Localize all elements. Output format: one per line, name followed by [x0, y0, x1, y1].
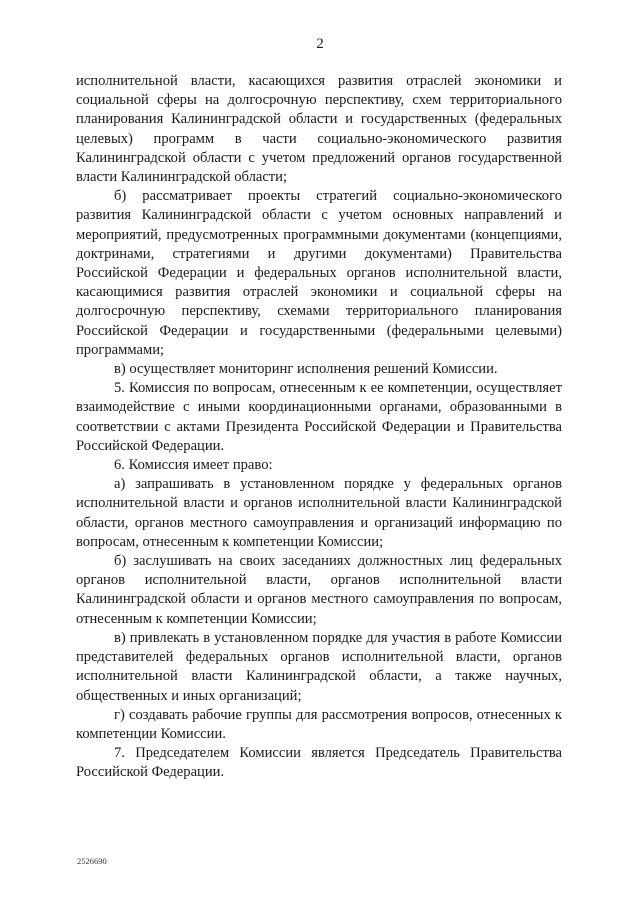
document-body: [76, 72, 562, 783]
paragraph: б) заслушивать на своих заседаниях должностных лиц федеральных органов исполнительной власти, органов исполнительной власти Калининградской области и органов местного самоуправления по вопросам, отнесенным к компетенции Комиссии;: [76, 553, 562, 627]
page-number: 2: [316, 36, 324, 52]
paragraph: б) рассматривает проекты стратегий социально-экономического развития Калининградской области с учетом основных направлений и мероприятий, предусмотренных программными документами (концепциями, доктринами, стратегиями и другими документами) Правительства Российской Федерации и федеральных органов исполнительной власти, касающимися развития отраслей экономики и социальной сферы на долгосрочную перспективу, схемами территориального планирования Российской Федерации и государственными (федеральными целевыми) программами;: [76, 188, 562, 358]
document-code: 2526690: [77, 856, 107, 866]
paragraph: 5. Комиссия по вопросам, отнесенным к ее компетенции, осуществляет взаимодействие с иными координационными органами, образованными в соответствии с актами Президента Российской Федерации и Правительства Российской Федерации.: [76, 380, 562, 454]
paragraph: а) запрашивать в установленном порядке у федеральных органов исполнительной власти и органов исполнительной власти Калининградской области, органов местного самоуправления и организаций информацию по вопросам, отнесенным к компетенции Комиссии;: [76, 476, 562, 550]
paragraph: исполнительной власти, касающихся развития отраслей экономики и социальной сферы на долгосрочную перспективу, схем территориального планирования Калининградской области и государственных (федеральных целевых) программ в части социально-экономического развития Калининградской области с учетом предложений органов государственной власти Калининградской области;: [76, 73, 562, 186]
paragraph: 7. Председателем Комиссии является Председатель Правительства Российской Федерации.: [76, 745, 562, 781]
paragraph: 6. Комиссия имеет право:: [114, 457, 273, 474]
paragraph: в) осуществляет мониторинг исполнения решений Комиссии.: [114, 361, 498, 378]
paragraph: г) создавать рабочие группы для рассмотрения вопросов, отнесенных к компетенции Комиссии.: [76, 706, 562, 742]
paragraph: в) привлекать в установленном порядке для участия в работе Комиссии представителей федеральных органов исполнительной власти, органов исполнительной власти Калининградской области, а также научных, общественных и иных организаций;: [76, 629, 562, 704]
